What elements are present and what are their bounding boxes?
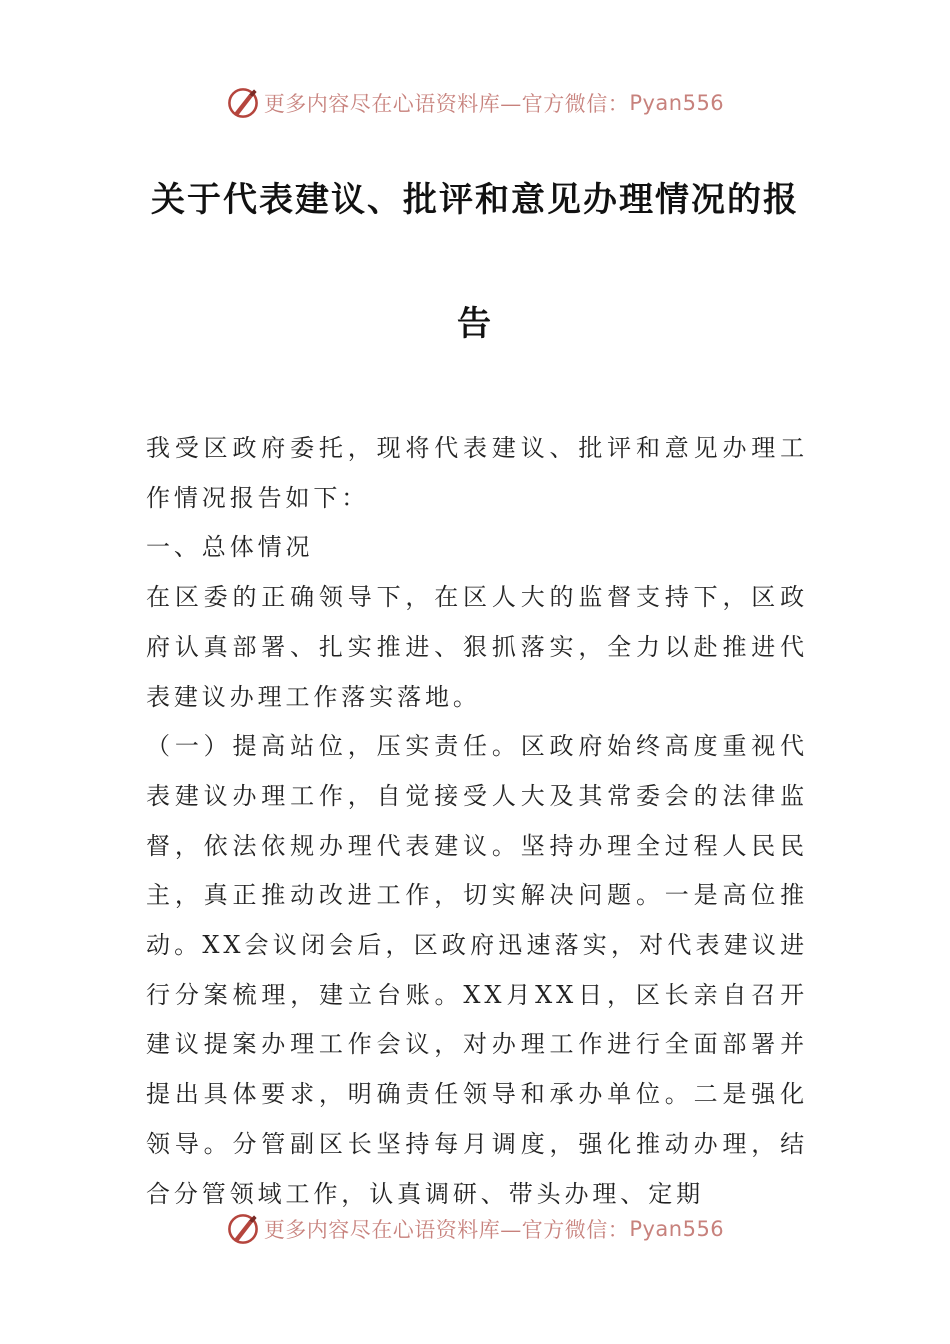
document-title-line-2: 告 — [457, 304, 493, 344]
header-watermark — [0, 81, 950, 125]
watermark-wechat-id: Pyan556 — [629, 91, 725, 115]
watermark-text: 更多内容尽在心语资料库—官方微信： — [263, 92, 630, 116]
pen-logo-icon — [226, 1212, 260, 1246]
watermark-text: 更多内容尽在心语资料库—官方微信： — [263, 1218, 630, 1242]
pen-logo-icon — [226, 86, 260, 120]
document-body — [146, 424, 808, 1219]
paragraph-intro: 我受区政府委托，现将代表建议、批评和意见办理工作情况报告如下： — [146, 434, 808, 512]
paragraph-responsibility: （一）提高站位，压实责任。区政府始终高度重视代表建议办理工作，自觉接受人大及其常委会的法律监督，依法依规办理代表建议。坚持办理全过程人民民主，真正推动改进工作，切实解决问题。一是高位推动。XX会议闭会后，区政府迅速落实，对代表建议进行分案梳理，建立台账。XX月XX日，区长亲自召开建议提案办理工作会议，对办理工作进行全面部署并提出具体要求，明确责任领导和承办单位。二是强化领导。分管副区长坚持每月调度，强化推动办理，结合分管领域工作，认真调研、带头办理、定期 — [146, 732, 808, 1208]
footer-watermark — [0, 1207, 950, 1251]
paragraph-overview: 在区委的正确领导下，在区人大的监督支持下，区政府认真部署、扎实推进、狠抓落实，全力以赴推进代表建议办理工作落实落地。 — [146, 583, 808, 711]
watermark-wechat-id: Pyan556 — [629, 1217, 725, 1241]
section-heading-overview: 一、总体情况 — [146, 533, 314, 562]
document-title-line-1: 关于代表建议、批评和意见办理情况的报 — [151, 180, 799, 220]
